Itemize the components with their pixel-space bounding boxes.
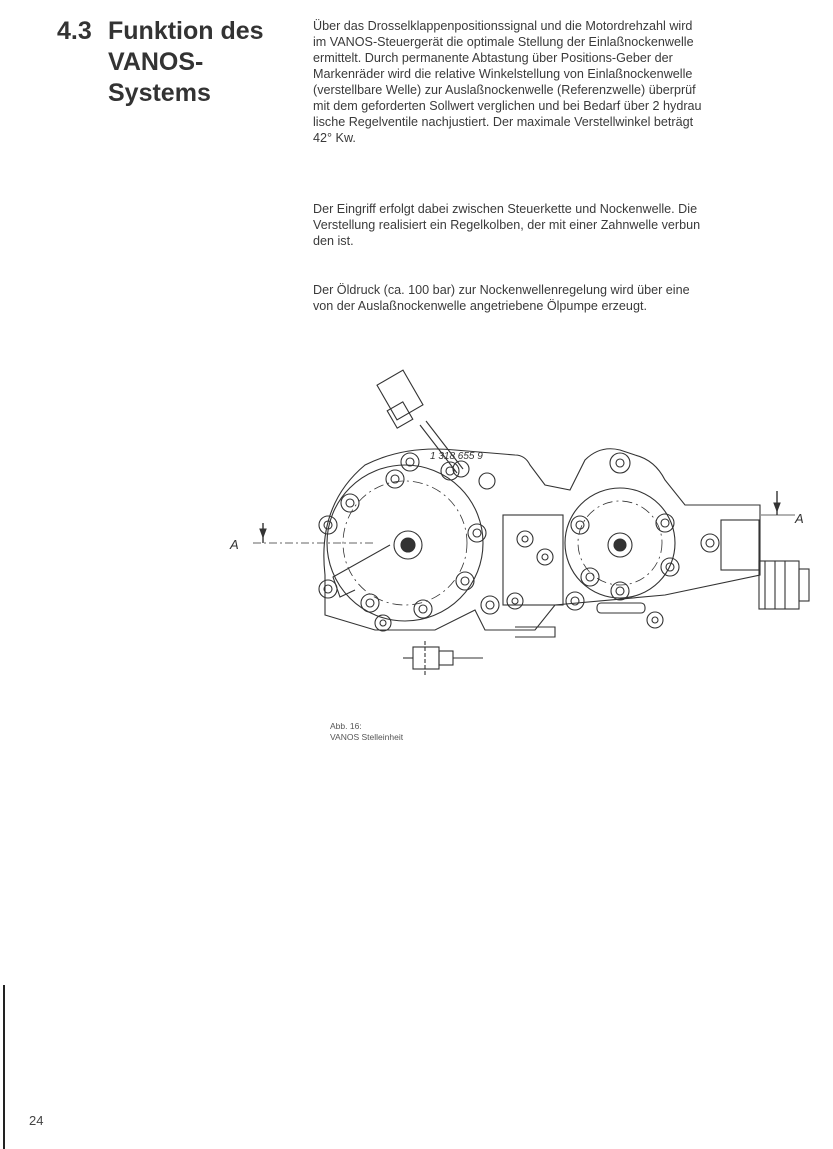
section-mark-left: A — [230, 537, 239, 552]
section-mark-right: A — [795, 511, 804, 526]
section-title-line-1: Funktion des — [108, 17, 264, 45]
figure-caption — [330, 721, 403, 743]
oil-plug — [403, 641, 483, 675]
section-arrowhead-right — [774, 503, 780, 511]
exhaust-logo-icon — [614, 539, 626, 551]
paragraph-signal-processing: Über das Drosselklappenpositionssignal und die Motordrehzahl wird im VANOS-Steuergerät die optimale Stellung der Einlaßnockenwelle ermittelt. Durch permanente Abtastung über Positions-Geber der Markenräder wird die relative Winkelstellung von Einlaßnockenwelle (verstellbare Welle) zur Auslaßnockenwelle (Referenzwelle) überprüf mit dem geforderten Sollwert verglichen und bei Bedarf über 2 hydrau lische Regelventile nachjustiert. Der maximale Verstellwinkel beträgt 42° Kw. — [313, 19, 702, 145]
slot — [597, 603, 645, 613]
page-number: 24 — [29, 1113, 44, 1128]
top-logo-icon — [453, 461, 469, 477]
binding-edge-line — [3, 985, 5, 1149]
paragraph-oil-pressure: Der Öldruck (ca. 100 bar) zur Nockenwellenregelung wird über eine von der Auslaßnockenwelle angetriebene Ölpumpe erzeugt. — [313, 283, 690, 313]
vanos-unit-drawing — [225, 365, 825, 685]
section-title-line-3: Systems — [108, 79, 211, 107]
figure-caption-title: VANOS Stelleinheit — [330, 732, 404, 742]
section-arrowhead-left — [260, 529, 266, 537]
figure-caption-number: Abb. 16: — [330, 721, 362, 731]
section-title-line-2: VANOS- — [108, 48, 204, 76]
section-heading — [57, 16, 287, 109]
valve-block — [503, 515, 563, 605]
part-number-label: 1 318 655 9 — [430, 451, 483, 462]
lower-tab — [515, 627, 555, 637]
housing-outline — [324, 449, 760, 630]
paragraph-engagement: Der Eingriff erfolgt dabei zwischen Steuerkette und Nockenwelle. Die Verstellung realisiert ein Regelkolben, der mit einer Zahnwelle verbun den ist. — [313, 202, 701, 248]
hydraulic-valve — [721, 520, 809, 609]
inlet-logo-icon — [401, 538, 415, 552]
section-number: 4.3 — [57, 17, 92, 45]
sensor-port — [479, 473, 495, 489]
